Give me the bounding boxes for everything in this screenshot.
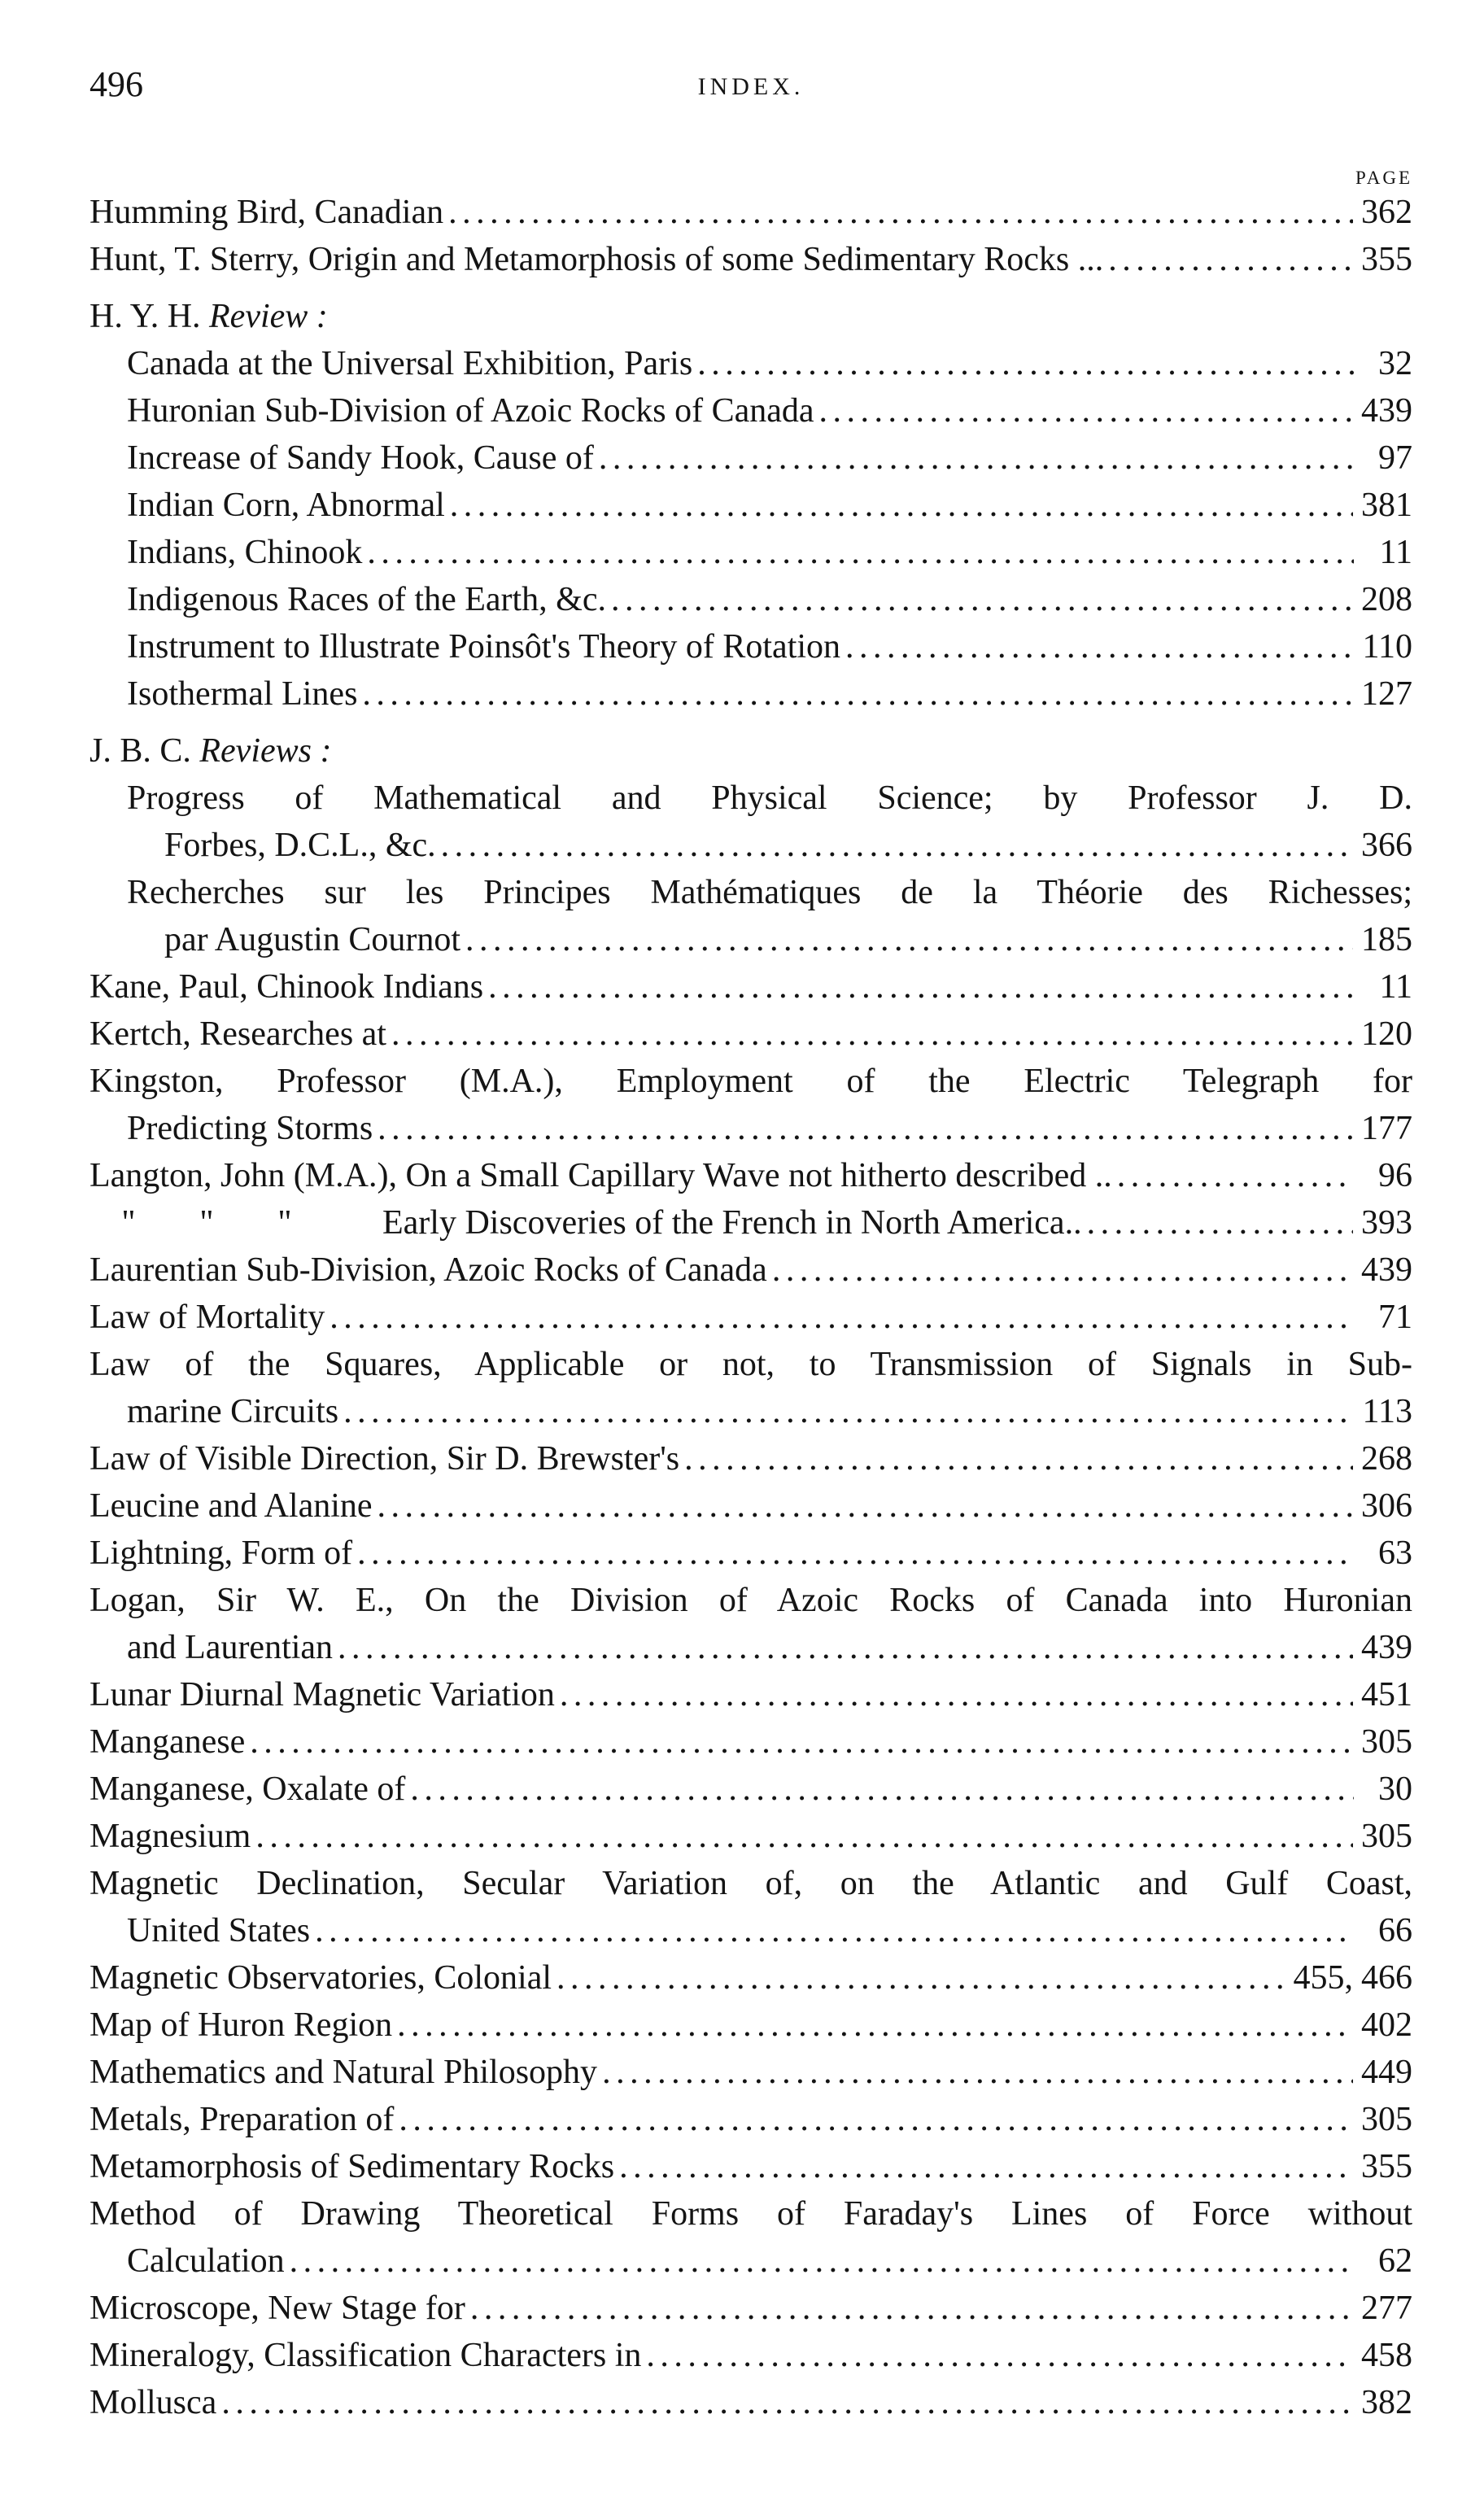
entry-page: 451 xyxy=(1361,1676,1412,1714)
index-entry xyxy=(89,576,1412,623)
index-entry xyxy=(89,1435,1412,1482)
index-list xyxy=(89,189,1412,2426)
entry-line xyxy=(89,2096,1412,2143)
entry-title: Hunt, T. Sterry, Origin and Metamorphosis of some Sedimentary Rocks ... xyxy=(89,241,1104,278)
index-entry xyxy=(89,1482,1412,1530)
index-entry xyxy=(89,1011,1412,1058)
dot-leader xyxy=(1108,236,1353,283)
index-entry xyxy=(89,340,1412,387)
index-entry xyxy=(89,2143,1412,2190)
dot-leader xyxy=(378,1482,1353,1530)
ditto-mark: " xyxy=(121,1204,136,1242)
running-title: INDEX. xyxy=(697,73,805,100)
dot-leader xyxy=(1117,1152,1354,1199)
index-entry xyxy=(89,775,1412,869)
dot-leader xyxy=(362,670,1353,718)
entry-page: 382 xyxy=(1361,2384,1412,2421)
entry-title: Isothermal Lines xyxy=(127,675,358,713)
dot-leader xyxy=(845,623,1354,670)
page-number: 496 xyxy=(89,64,143,104)
entry-page: 366 xyxy=(1361,827,1412,864)
dot-leader xyxy=(397,2002,1353,2049)
index-entry xyxy=(89,1577,1412,1671)
entry-line xyxy=(127,1388,1412,1435)
entry-page: 439 xyxy=(1361,1629,1412,1666)
entry-title: Calculation xyxy=(127,2242,285,2280)
entry-title: Indian Corn, Abnormal xyxy=(127,487,445,524)
entry-line xyxy=(89,1435,1412,1482)
index-entry xyxy=(89,1813,1412,1860)
entry-page: 110 xyxy=(1362,628,1412,666)
index-entry xyxy=(89,236,1412,283)
index-entry xyxy=(89,1294,1412,1341)
entry-title: Langton, John (M.A.), On a Small Capillary Wave not hitherto described .. xyxy=(89,1157,1112,1194)
dot-leader xyxy=(772,1246,1353,1294)
entry-extra-page: 455, xyxy=(1293,1959,1353,1997)
entry-title: Lightning, Form of xyxy=(89,1535,353,1572)
index-entry xyxy=(89,2285,1412,2332)
entry-first-line: Progress of Mathematical and Physical Science; by Professor J. D. xyxy=(127,779,1412,817)
dot-leader xyxy=(330,1294,1354,1341)
index-entry xyxy=(89,2049,1412,2096)
entry-first-line: Kingston, Professor (M.A.), Employment of the Electric Telegraph for xyxy=(89,1063,1412,1100)
entry-page: 120 xyxy=(1361,1015,1412,1053)
entry-title: Early Discoveries of the French in North America.. xyxy=(382,1204,1082,1242)
subheading-author: H. Y. H. xyxy=(89,298,201,335)
index-entry xyxy=(89,1341,1412,1435)
entry-title: Humming Bird, Canadian xyxy=(89,194,444,231)
entry-title: Map of Huron Region xyxy=(89,2006,393,2044)
entry-line xyxy=(89,1813,1412,1860)
page-header xyxy=(89,63,1412,120)
entry-line xyxy=(89,2143,1412,2190)
dot-leader xyxy=(221,2379,1353,2426)
dot-leader xyxy=(697,340,1354,387)
entry-line xyxy=(127,1624,1412,1671)
entry-page: 306 xyxy=(1361,1487,1412,1525)
index-entry xyxy=(89,1152,1412,1199)
entry-line xyxy=(127,1907,1412,1954)
entry-first-line: Method of Drawing Theoretical Forms of Faraday's Lines of Force without xyxy=(89,2195,1412,2233)
entry-page: 393 xyxy=(1361,1204,1412,1242)
dot-leader xyxy=(556,1954,1285,2002)
index-entry xyxy=(89,1718,1412,1766)
entry-title: Instrument to Illustrate Poinsôt's Theory of Rotation xyxy=(127,628,841,666)
entry-page: 11 xyxy=(1379,534,1412,571)
index-entry xyxy=(89,1860,1412,1954)
entry-page: 32 xyxy=(1378,345,1412,382)
entry-line xyxy=(127,529,1412,576)
entry-title: and Laurentian xyxy=(127,1629,334,1666)
entry-line xyxy=(89,2379,1412,2426)
index-entry xyxy=(89,2332,1412,2379)
index-entry xyxy=(89,189,1412,236)
entry-page: 449 xyxy=(1361,2054,1412,2091)
entry-page: 355 xyxy=(1361,2148,1412,2185)
entry-line xyxy=(127,1105,1412,1152)
dot-leader xyxy=(410,1766,1354,1813)
dot-leader xyxy=(684,1435,1353,1482)
entry-page: 185 xyxy=(1361,921,1412,958)
entry-page: 71 xyxy=(1378,1299,1412,1336)
entry-page: 381 xyxy=(1361,487,1412,524)
entry-page: 96 xyxy=(1378,1157,1412,1194)
subheading-label: Reviews : xyxy=(199,732,332,770)
entry-line xyxy=(89,1671,1412,1718)
entry-page: 30 xyxy=(1378,1770,1412,1808)
entry-title: par Augustin Cournot xyxy=(164,921,460,958)
index-entry xyxy=(89,1671,1412,1718)
subheading-author: J. B. C. xyxy=(89,732,191,770)
entry-line xyxy=(89,2285,1412,2332)
entry-title: Predicting Storms xyxy=(127,1110,373,1147)
index-entry xyxy=(89,434,1412,482)
entry-page: 305 xyxy=(1361,2101,1412,2138)
entry-line xyxy=(89,1766,1412,1813)
entry-title: Law of Visible Direction, Sir D. Brewster's xyxy=(89,1440,680,1478)
entry-line xyxy=(164,822,1412,869)
entry-page: 113 xyxy=(1362,1393,1412,1430)
entry-first-line: Recherches sur les Principes Mathématiques de la Théorie des Richesses; xyxy=(127,874,1412,911)
index-entry xyxy=(89,1199,1412,1246)
entry-page: 362 xyxy=(1361,194,1412,231)
entry-title: Microscope, New Stage for xyxy=(89,2290,465,2327)
entry-title: Increase of Sandy Hook, Cause of xyxy=(127,439,594,477)
entry-line xyxy=(127,2237,1412,2285)
entry-first-line: Logan, Sir W. E., On the Division of Azoic Rocks of Canada into Huronian xyxy=(89,1582,1412,1619)
entry-page: 439 xyxy=(1361,1251,1412,1289)
entry-line xyxy=(127,387,1412,434)
entry-title: Mathematics and Natural Philosophy xyxy=(89,2054,598,2091)
dot-leader xyxy=(450,482,1353,529)
entry-page: 268 xyxy=(1361,1440,1412,1478)
entry-line xyxy=(89,236,1412,283)
dot-leader xyxy=(611,576,1353,623)
entry-title: Indigenous Races of the Earth, &c. xyxy=(127,581,606,618)
entry-title: Laurentian Sub-Division, Azoic Rocks of Canada xyxy=(89,1251,767,1289)
index-subheading xyxy=(89,293,1412,340)
subheading-label: Review : xyxy=(209,298,328,335)
entry-page: 355 xyxy=(1361,241,1412,278)
dot-leader xyxy=(250,1718,1353,1766)
entry-title: Lunar Diurnal Magnetic Variation xyxy=(89,1676,555,1714)
index-entry xyxy=(89,387,1412,434)
index-entry xyxy=(89,1246,1412,1294)
entry-line xyxy=(89,1294,1412,1341)
entry-line xyxy=(89,2332,1412,2379)
entry-line xyxy=(127,340,1412,387)
index-entry xyxy=(89,869,1412,963)
entry-line xyxy=(89,2002,1412,2049)
entry-title: Magnetic Observatories, Colonial xyxy=(89,1959,552,1997)
entry-page: 458 xyxy=(1361,2337,1412,2374)
entry-page: 177 xyxy=(1361,1110,1412,1147)
entry-title: Huronian Sub-Division of Azoic Rocks of Canada xyxy=(127,392,814,430)
entry-page: 277 xyxy=(1361,2290,1412,2327)
entry-line xyxy=(127,434,1412,482)
dot-leader xyxy=(448,189,1353,236)
entry-line xyxy=(89,1246,1412,1294)
entry-line xyxy=(89,963,1412,1011)
entry-title: Magnesium xyxy=(89,1818,251,1855)
entry-line xyxy=(89,1718,1412,1766)
entry-line xyxy=(89,1011,1412,1058)
entry-page: 127 xyxy=(1361,675,1412,713)
entry-page: 63 xyxy=(1378,1535,1412,1572)
entry-title: Manganese xyxy=(89,1723,246,1761)
dot-leader xyxy=(599,434,1354,482)
dot-leader xyxy=(602,2049,1353,2096)
index-entry xyxy=(89,529,1412,576)
dot-leader xyxy=(619,2143,1353,2190)
entry-line xyxy=(127,576,1412,623)
index-entry xyxy=(89,1954,1412,2002)
dot-leader xyxy=(441,822,1353,869)
entry-title: Indians, Chinook xyxy=(127,534,363,571)
entry-page: 97 xyxy=(1378,439,1412,477)
index-entry xyxy=(89,623,1412,670)
index-entry xyxy=(89,1530,1412,1577)
index-subheading xyxy=(89,727,1412,775)
entry-title: Manganese, Oxalate of xyxy=(89,1770,406,1808)
entry-line xyxy=(127,670,1412,718)
entry-line xyxy=(127,623,1412,670)
entry-title: marine Circuits xyxy=(127,1393,339,1430)
dot-leader xyxy=(378,1105,1353,1152)
dot-leader xyxy=(488,963,1354,1011)
entry-page: 66 xyxy=(1378,1912,1412,1949)
entry-title: Mollusca xyxy=(89,2384,217,2421)
entry-page: 208 xyxy=(1361,581,1412,618)
index-entry xyxy=(89,670,1412,718)
entry-title: Canada at the Universal Exhibition, Paris xyxy=(127,345,693,382)
entry-line xyxy=(89,2049,1412,2096)
dot-leader xyxy=(367,529,1354,576)
entry-title: Leucine and Alanine xyxy=(89,1487,373,1525)
entry-page: 402 xyxy=(1361,2006,1412,2044)
entry-title: Kane, Paul, Chinook Indians xyxy=(89,968,484,1006)
entry-line xyxy=(164,916,1412,963)
dot-leader xyxy=(255,1813,1353,1860)
entry-line xyxy=(89,1482,1412,1530)
entry-title: Mineralogy, Classification Characters in xyxy=(89,2337,642,2374)
entry-page: 305 xyxy=(1361,1818,1412,1855)
entry-title: United States xyxy=(127,1912,311,1949)
index-entry xyxy=(89,2096,1412,2143)
dot-leader xyxy=(465,916,1353,963)
entry-title: Law of Mortality xyxy=(89,1299,325,1336)
entry-title: Metals, Preparation of xyxy=(89,2101,395,2138)
entry-line xyxy=(89,189,1412,236)
dot-leader xyxy=(391,1011,1353,1058)
index-entry xyxy=(89,482,1412,529)
entry-page: 11 xyxy=(1379,968,1412,1006)
entry-line xyxy=(89,1152,1412,1199)
index-entry xyxy=(89,963,1412,1011)
entry-first-line: Law of the Squares, Applicable or not, to Transmission of Signals in Sub- xyxy=(89,1346,1412,1383)
entry-line xyxy=(89,1199,1412,1246)
dot-leader xyxy=(560,1671,1353,1718)
dot-leader xyxy=(646,2332,1353,2379)
ditto-mark: " xyxy=(277,1204,292,1242)
entry-page: 466 xyxy=(1361,1959,1412,1997)
page-column-label: PAGE xyxy=(1355,168,1412,188)
entry-first-line: Magnetic Declination, Secular Variation of, on the Atlantic and Gulf Coast, xyxy=(89,1865,1412,1902)
entry-line xyxy=(127,482,1412,529)
ditto-marks xyxy=(89,1199,382,1246)
dot-leader xyxy=(819,387,1353,434)
dot-leader xyxy=(470,2285,1353,2332)
entry-page: 62 xyxy=(1378,2242,1412,2280)
index-entry xyxy=(89,2379,1412,2426)
dot-leader xyxy=(343,1388,1354,1435)
dot-leader xyxy=(338,1624,1353,1671)
index-entry xyxy=(89,2002,1412,2049)
dot-leader xyxy=(357,1530,1354,1577)
entry-line xyxy=(89,1530,1412,1577)
dot-leader xyxy=(290,2237,1354,2285)
dot-leader xyxy=(315,1907,1354,1954)
index-entry xyxy=(89,1766,1412,1813)
index-entry xyxy=(89,1058,1412,1152)
entry-title: Kertch, Researches at xyxy=(89,1015,386,1053)
index-entry xyxy=(89,2190,1412,2285)
ditto-mark: " xyxy=(199,1204,214,1242)
dot-leader xyxy=(1087,1199,1353,1246)
dot-leader xyxy=(399,2096,1353,2143)
entry-title: Metamorphosis of Sedimentary Rocks xyxy=(89,2148,615,2185)
entry-title: Forbes, D.C.L., &c. xyxy=(164,827,436,864)
entry-line xyxy=(89,1954,1412,2002)
entry-page: 305 xyxy=(1361,1723,1412,1761)
entry-page: 439 xyxy=(1361,392,1412,430)
